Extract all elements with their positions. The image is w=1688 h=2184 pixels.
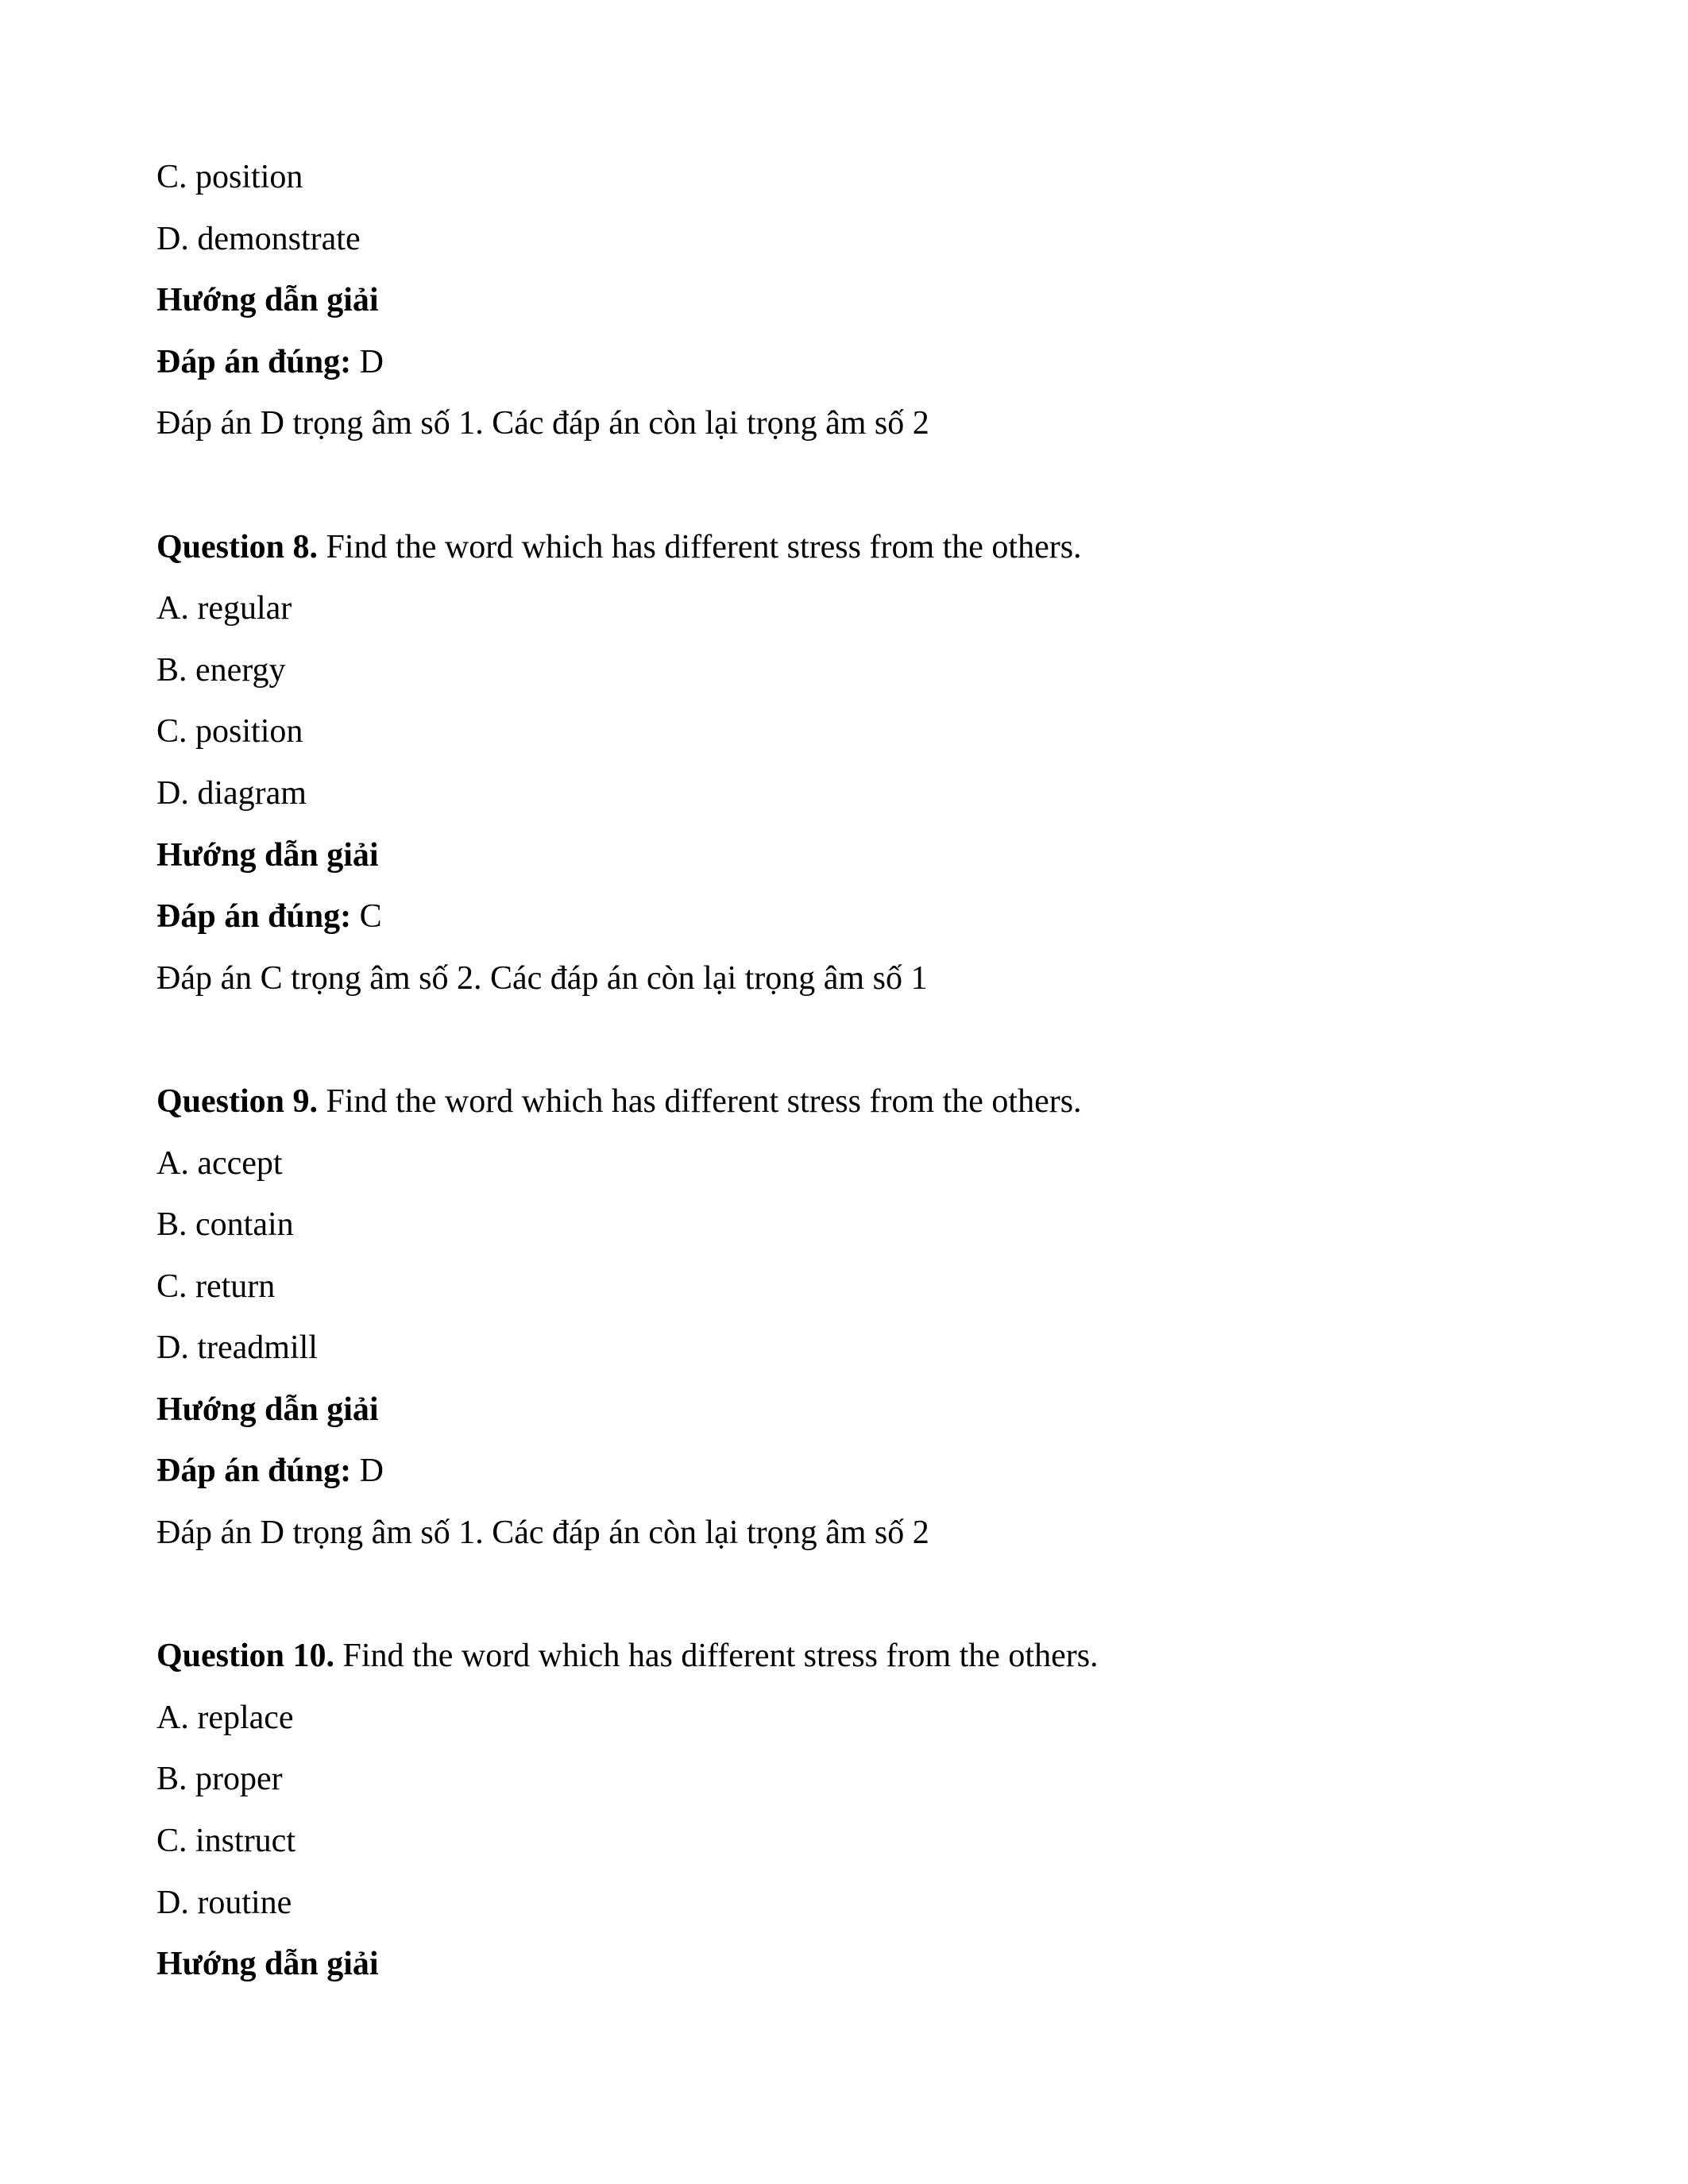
answer-value: D [351,1453,384,1490]
guide-heading: Hướng dẫn giải [156,1391,379,1428]
question-10 [156,1626,1569,1996]
option-c: C. return [156,1268,276,1305]
question-line [156,517,1569,579]
option-a: A. replace [156,1699,294,1736]
question-9 [156,1071,1569,1565]
answer-label: Đáp án đúng: [156,898,352,936]
guide-heading: Hướng dẫn giải [156,282,379,319]
answer-line [156,1441,1569,1503]
answer-value: C [351,898,382,936]
question-7-continued [156,147,1569,455]
answer-label: Đáp án đúng: [156,343,352,380]
option-d: D. demonstrate [156,220,361,257]
option-c: C. position [156,159,303,195]
option-a: A. accept [156,1144,283,1182]
explanation: Đáp án D trọng âm số 1. Các đáp án còn lại trọng âm số 2 [156,405,929,442]
answer-label: Đáp án đúng: [156,1453,352,1490]
explanation: Đáp án D trọng âm số 1. Các đáp án còn lại trọng âm số 2 [156,1515,929,1552]
explanation: Đáp án C trọng âm số 2. Các đáp án còn lại trọng âm số 1 [156,959,928,997]
question-label: Question 8. [156,528,319,565]
option-b: B. contain [156,1206,294,1244]
question-line [156,1626,1569,1688]
option-d: D. routine [156,1884,292,1921]
guide-heading: Hướng dẫn giải [156,836,379,874]
answer-value: D [351,343,384,380]
answer-line [156,332,1569,394]
question-text: Find the word which has different stress from the others. [318,1082,1082,1120]
question-8 [156,517,1569,1010]
question-text: Find the word which has different stress from the others. [318,528,1082,565]
question-line [156,1071,1569,1133]
option-a: A. regular [156,590,292,627]
question-text: Find the word which has different stress from the others. [334,1638,1099,1675]
option-d: D. diagram [156,774,307,812]
option-b: B. energy [156,651,286,689]
option-d: D. treadmill [156,1329,318,1367]
option-b: B. proper [156,1761,283,1798]
document-page [156,147,1569,1996]
question-label: Question 9. [156,1082,319,1120]
question-label: Question 10. [156,1638,335,1675]
option-c: C. position [156,713,303,751]
answer-line [156,886,1569,948]
guide-heading: Hướng dẫn giải [156,1946,379,1983]
option-c: C. instruct [156,1823,295,1860]
